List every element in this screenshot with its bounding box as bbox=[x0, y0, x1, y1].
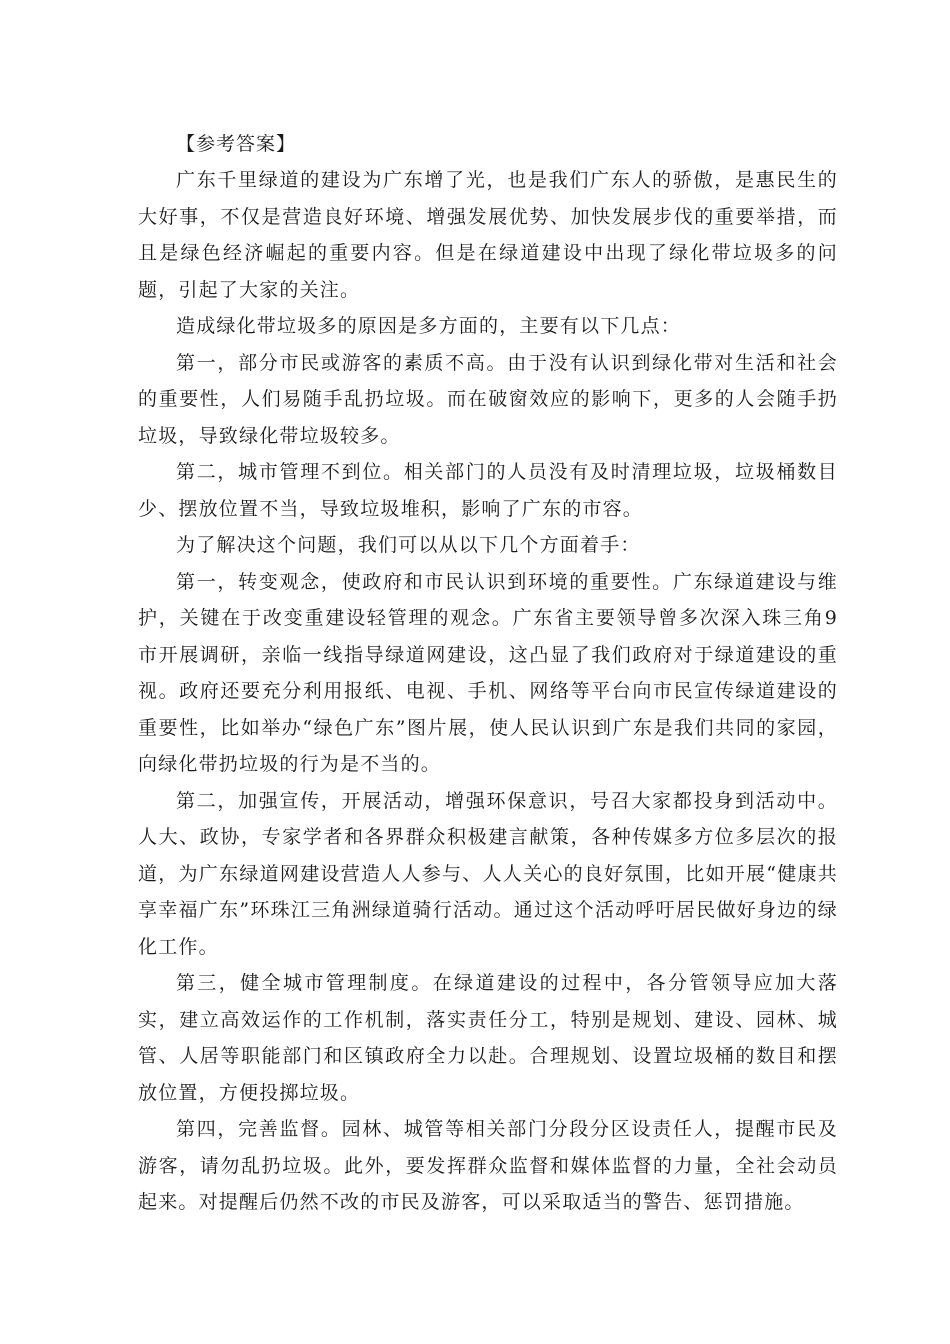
section-heading: 【参考答案】 bbox=[176, 133, 297, 155]
paragraph-solutions-intro: 为了解决这个问题，我们可以从以下几个方面着手： bbox=[176, 534, 641, 556]
paragraph-solution-1: 第一，转变观念，使政府和市民认识到环境的重要性。广东绿道建设与维护，关键在于改变重建设轻管理的观念。广东省主要领导曾多次深入珠三角9市开展调研，亲临一线指导绿道网建设，这凸显了我们政府对于绿道建设的重视。政府还要充分利用报纸、电视、手机、网络等平台向市民宣传绿道建设的重要性，比如举办“绿色广东”图片展，使人民认识到广东是我们共同的家园，向绿化带扔垃圾的行为是不当的。 bbox=[138, 570, 838, 775]
paragraph-intro: 广东千里绿道的建设为广东增了光，也是我们广东人的骄傲，是惠民生的大好事，不仅是营造良好环境、增强发展优势、加快发展步伐的重要举措，而且是绿色经济崛起的重要内容。但是在绿道建设中出现了绿化带垃圾多的问题，引起了大家的关注。 bbox=[138, 169, 838, 301]
document-body bbox=[138, 126, 838, 1221]
paragraph-cause-1: 第一，部分市民或游客的素质不高。由于没有认识到绿化带对生活和社会的重要性，人们易随手乱扔垃圾。而在破窗效应的影响下，更多的人会随手扔垃圾，导致绿化带垃圾较多。 bbox=[138, 351, 838, 447]
paragraph-solution-3: 第三，健全城市管理制度。在绿道建设的过程中，各分管领导应加大落实，建立高效运作的工作机制，落实责任分工，特别是规划、建设、园林、城管、人居等职能部门和区镇政府全力以赴。合理规划、设置垃圾桶的数目和摆放位置，方便投掷垃圾。 bbox=[138, 972, 838, 1104]
paragraph-causes-intro: 造成绿化带垃圾多的原因是多方面的，主要有以下几点： bbox=[176, 315, 682, 337]
paragraph-solution-2: 第二，加强宣传，开展活动，增强环保意识，号召大家都投身到活动中。人大、政协，专家学者和各界群众积极建言献策，各种传媒多方位多层次的报道，为广东绿道网建设营造人人参与、人人关心的良好氛围，比如开展“健康共享幸福广东”环珠江三角洲绿道骑行活动。通过这个活动呼吁居民做好身边的绿化工作。 bbox=[138, 789, 838, 958]
paragraph-cause-2: 第二，城市管理不到位。相关部门的人员没有及时清理垃圾，垃圾桶数目少、摆放位置不当，导致垃圾堆积，影响了广东的市容。 bbox=[138, 461, 838, 520]
paragraph-solution-4: 第四，完善监督。园林、城管等相关部门分段分区设责任人，提醒市民及游客，请勿乱扔垃圾。此外，要发挥群众监督和媒体监督的力量，全社会动员起来。对提醒后仍然不改的市民及游客，可以采取适当的警告、惩罚措施。 bbox=[138, 1118, 838, 1213]
